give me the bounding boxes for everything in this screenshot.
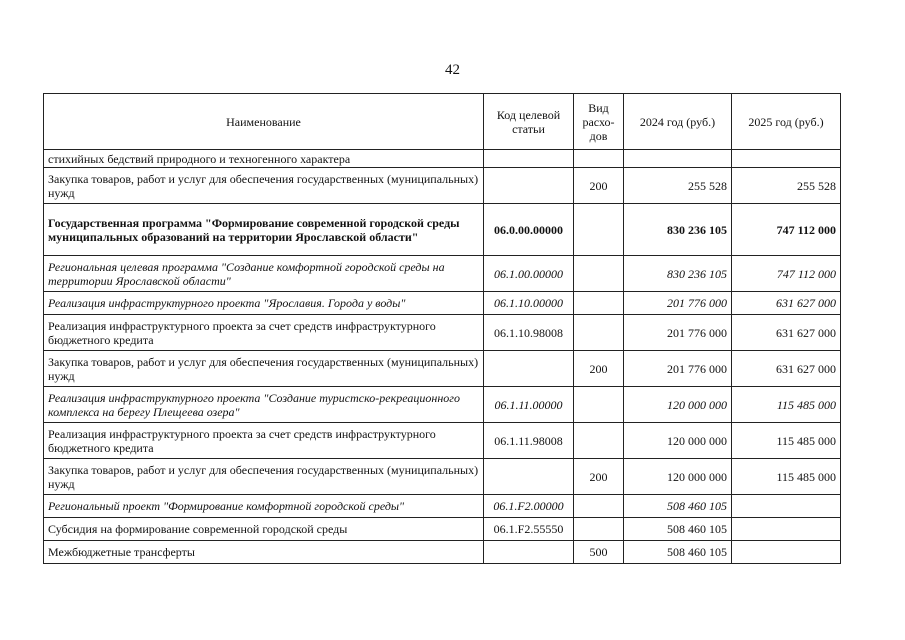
header-name: Наименование [44,94,484,150]
table-row [44,518,841,541]
table-row [44,168,841,204]
row-code: 06.1.11.98008 [484,423,574,459]
row-2024 [624,150,732,168]
row-kind [574,256,624,292]
page-number: 42 [445,62,460,78]
table-row [44,256,841,292]
row-code: 06.1.11.00000 [484,387,574,423]
table-row [44,423,841,459]
row-2025 [732,518,841,541]
row-name: Реализация инфраструктурного проекта за счет средств инфраструктурного бюджетного кредита [44,423,484,459]
row-kind: 200 [574,351,624,387]
row-name: Закупка товаров, работ и услуг для обеспечения государственных (муниципальных) нужд [44,351,484,387]
row-kind [574,315,624,351]
row-name: Региональный проект "Формирование комфортной городской среды" [44,495,484,518]
header-2024: 2024 год (руб.) [624,94,732,150]
table-row [44,459,841,495]
row-code: 06.1.10.98008 [484,315,574,351]
row-kind [574,204,624,256]
row-name: Реализация инфраструктурного проекта "Ярославия. Города у воды" [44,292,484,315]
row-2024: 201 776 000 [624,315,732,351]
row-kind [574,423,624,459]
header-code: Код целевой статьи [484,94,574,150]
table-row [44,495,841,518]
row-2024: 508 460 105 [624,495,732,518]
row-2024: 201 776 000 [624,292,732,315]
row-code: 06.1.F2.00000 [484,495,574,518]
table-row [44,387,841,423]
table-row [44,315,841,351]
row-kind [574,150,624,168]
row-kind [574,495,624,518]
header-2025: 2025 год (руб.) [732,94,841,150]
row-kind [574,387,624,423]
row-2025: 115 485 000 [732,387,841,423]
table-row [44,150,841,168]
row-2024: 830 236 105 [624,204,732,256]
row-2024: 201 776 000 [624,351,732,387]
row-name: Межбюджетные трансферты [44,541,484,564]
row-name: Закупка товаров, работ и услуг для обеспечения государственных (муниципальных) нужд [44,168,484,204]
table-row [44,351,841,387]
row-2025: 747 112 000 [732,256,841,292]
row-2024: 255 528 [624,168,732,204]
table-row [44,292,841,315]
row-code: 06.0.00.00000 [484,204,574,256]
row-2025 [732,495,841,518]
row-code [484,459,574,495]
row-name: Закупка товаров, работ и услуг для обеспечения государственных (муниципальных) нужд [44,459,484,495]
row-name: Субсидия на формирование современной городской среды [44,518,484,541]
row-2024: 120 000 000 [624,387,732,423]
row-name: стихийных бедствий природного и техногенного характера [44,150,484,168]
row-name: Реализация инфраструктурного проекта "Создание туристско-рекреационного комплекса на берегу Плещеева озера" [44,387,484,423]
row-code [484,351,574,387]
table-row [44,204,841,256]
row-name: Региональная целевая программа "Создание комфортной городской среды на территории Ярославской области" [44,256,484,292]
row-kind [574,518,624,541]
row-kind: 200 [574,168,624,204]
row-2024: 120 000 000 [624,459,732,495]
row-2024: 830 236 105 [624,256,732,292]
row-name: Реализация инфраструктурного проекта за счет средств инфраструктурного бюджетного кредита [44,315,484,351]
row-2025: 631 627 000 [732,292,841,315]
row-code [484,150,574,168]
table-header-row [44,94,841,150]
row-code: 06.1.00.00000 [484,256,574,292]
row-code: 06.1.F2.55550 [484,518,574,541]
row-kind [574,292,624,315]
row-kind: 500 [574,541,624,564]
row-2025 [732,150,841,168]
row-2025: 631 627 000 [732,315,841,351]
row-2024: 508 460 105 [624,541,732,564]
row-2025 [732,541,841,564]
row-name: Государственная программа "Формирование современной городской среды муниципальных образований на территории Ярославской области" [44,204,484,256]
row-code: 06.1.10.00000 [484,292,574,315]
row-code [484,541,574,564]
budget-table [43,93,841,564]
row-code [484,168,574,204]
row-kind: 200 [574,459,624,495]
row-2025: 747 112 000 [732,204,841,256]
row-2024: 508 460 105 [624,518,732,541]
row-2024: 120 000 000 [624,423,732,459]
row-2025: 115 485 000 [732,459,841,495]
row-2025: 115 485 000 [732,423,841,459]
header-kind: Вид расхо-дов [574,94,624,150]
row-2025: 255 528 [732,168,841,204]
row-2025: 631 627 000 [732,351,841,387]
table-row [44,541,841,564]
